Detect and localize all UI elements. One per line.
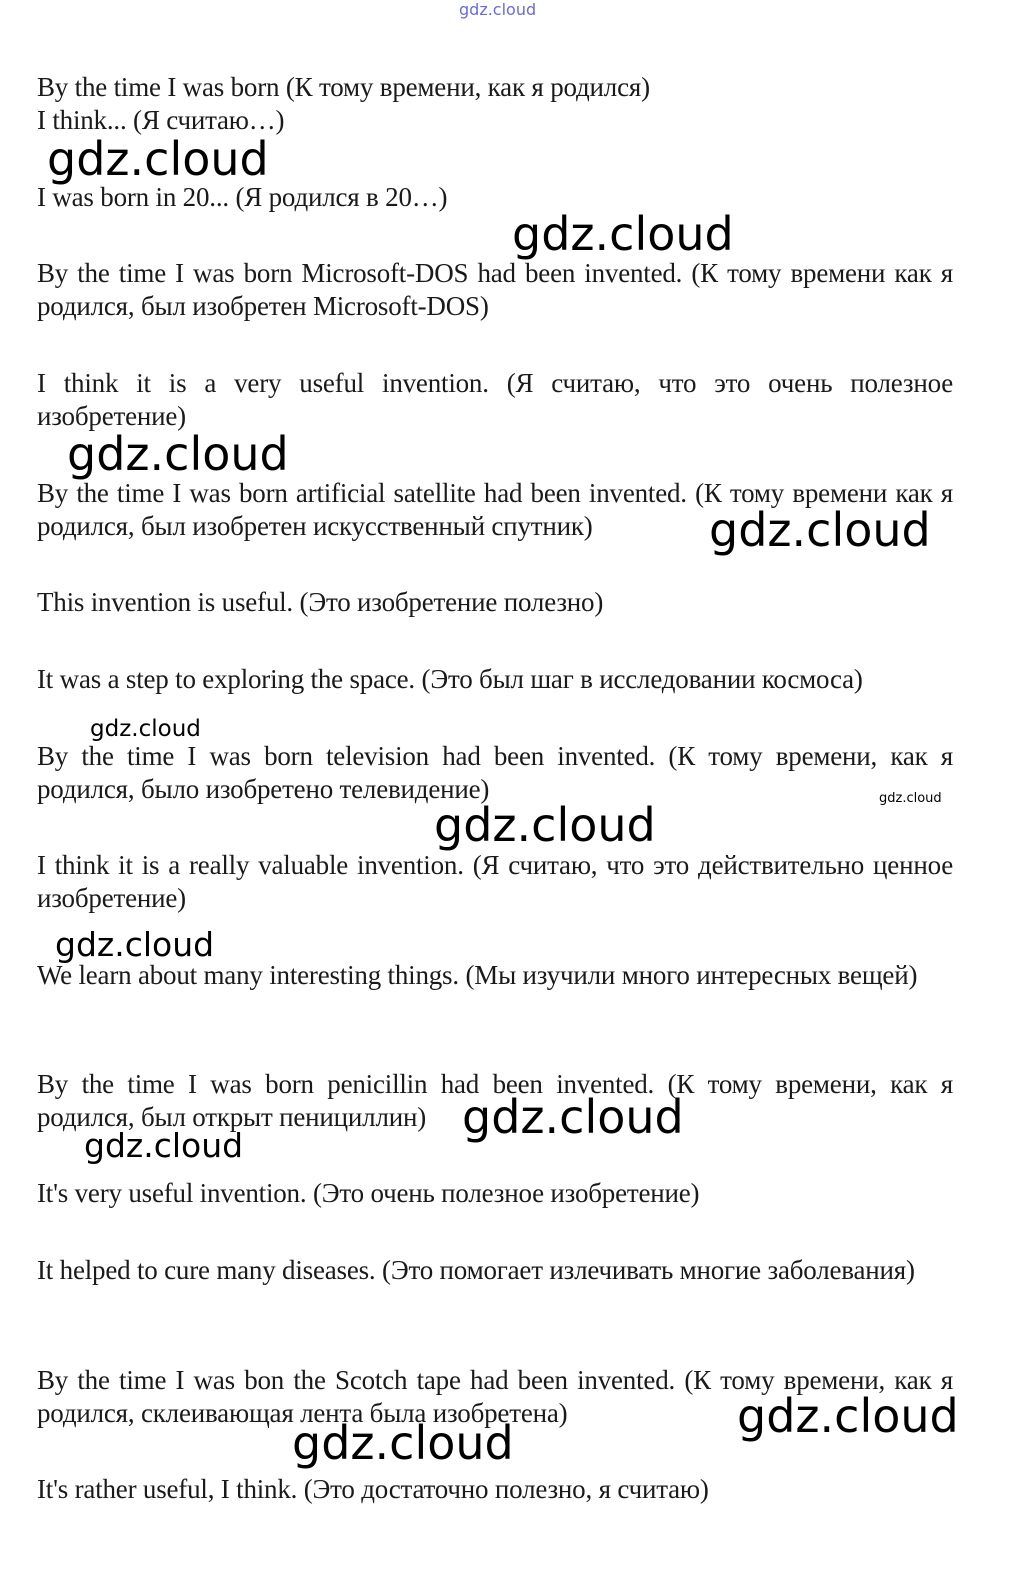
text-paragraph: By the time I was born penicillin had been invented. (К тому времени, как я родился, был открыт пенициллин) — [37, 1069, 953, 1132]
watermark: gdz.cloud — [292, 1416, 514, 1470]
text-paragraph: We learn about many interesting things. (Мы изучили много интересных вещей) — [37, 960, 918, 990]
watermark-top: gdz.cloud — [459, 0, 537, 19]
text-paragraph: I think it is a very useful invention. (Я считаю, что это очень полезное изобретение) — [37, 368, 953, 431]
text-paragraph: I think it is a really valuable invention. (Я считаю, что это действительно ценное изобретение) — [37, 850, 953, 913]
text-line: It was a step to exploring the space. (Это был шаг в исследовании космоса) — [37, 664, 863, 694]
text-line: It's rather useful, I think. (Это достаточно полезно, я считаю) — [37, 1474, 709, 1504]
text-paragraph: By the time I was born artificial satellite had been invented. (К тому времени как я родился, был изобретен искусственный спутник) — [37, 478, 953, 541]
watermark: gdz.cloud — [84, 1126, 244, 1165]
text-line: This invention is useful. (Это изобретение полезно) — [37, 587, 604, 617]
text-line: I was born in 20... (Я родился в 20…) — [37, 182, 448, 212]
watermark: gdz.cloud — [90, 716, 201, 742]
watermark: gdz.cloud — [462, 1090, 684, 1144]
watermark: gdz.cloud — [879, 791, 942, 806]
text-paragraph: It helped to cure many diseases. (Это помогает излечивать многие заболевания) — [37, 1255, 915, 1285]
watermark: gdz.cloud — [47, 132, 269, 186]
watermark: gdz.cloud — [709, 503, 931, 557]
text-line: It's very useful invention. (Это очень полезное изобретение) — [37, 1178, 700, 1208]
text-line: I think... (Я считаю…) — [37, 105, 285, 135]
watermark: gdz.cloud — [737, 1389, 959, 1443]
text-paragraph: By the time I was born Microsoft-DOS had been invented. (К тому времени как я родился, был изобретен Microsoft-DOS) — [37, 258, 953, 321]
watermark: gdz.cloud — [434, 798, 656, 852]
watermark: gdz.cloud — [512, 207, 734, 261]
watermark: gdz.cloud — [67, 427, 289, 481]
text-paragraph: By the time I was bon the Scotch tape had been invented. (К тому времени, как я родился, склеивающая лента была изобретена) — [37, 1365, 953, 1428]
watermark: gdz.cloud — [55, 925, 215, 964]
text-paragraph: By the time I was born television had been invented. (К тому времени, как я родился, было изобретено телевидение) — [37, 741, 953, 804]
text-line: By the time I was born (К тому времени, как я родился) — [37, 72, 650, 102]
